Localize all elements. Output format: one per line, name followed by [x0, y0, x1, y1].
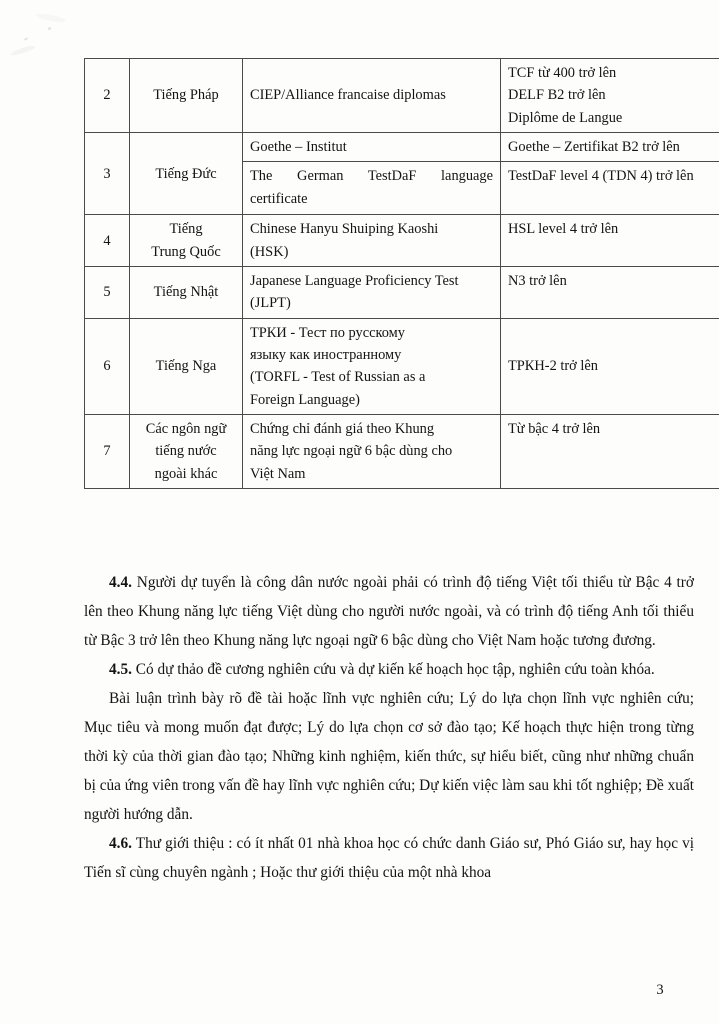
cell-row-number: 5 — [85, 267, 130, 319]
certificate-line: certificate — [250, 191, 308, 208]
certificate-line: (JLPT) — [250, 295, 291, 312]
certificate-line: языку как иностранному — [250, 347, 402, 364]
cell-certificate: CIEP/Alliance francaise diplomas — [243, 59, 501, 133]
table-row — [85, 415, 719, 489]
cell-requirement: N3 trở lên — [501, 267, 719, 319]
paragraph-number: 4.4. — [109, 574, 132, 591]
table-row — [85, 318, 719, 414]
language-line: tiếng nước — [155, 443, 217, 460]
cell-row-number: 6 — [85, 318, 130, 414]
certificate-line: Việt Nam — [250, 465, 306, 482]
paragraph-4-4 — [84, 568, 694, 655]
table-row — [85, 59, 719, 133]
cell-row-number: 2 — [85, 59, 130, 133]
cell-language — [130, 415, 243, 489]
paragraph-number: 4.5. — [109, 661, 132, 678]
scan-artifact — [48, 27, 51, 30]
table-row — [85, 215, 719, 267]
cell-requirement: TestDaF level 4 (TDN 4) trở lên — [501, 162, 719, 215]
cell-certificate — [243, 162, 501, 215]
certificate-line: (HSK) — [250, 243, 289, 260]
paragraph-body: Thư giới thiệu : có ít nhất 01 nhà khoa học có chức danh Giáo sư, Phó Giáo sư, hay học vị Tiến sĩ cùng chuyên ngành ; Hoặc thư giới thiệu của một nhà khoa — [84, 835, 694, 881]
scan-artifact — [36, 12, 67, 24]
cell-language: Tiếng Pháp — [130, 59, 243, 133]
cell-requirement: HSL level 4 trở lên — [501, 215, 719, 267]
requirement-line: TCF từ 400 trở lên — [508, 65, 617, 81]
cell-language: Tiếng Nga — [130, 318, 243, 414]
certificate-line: ТРКИ - Тест по русскому — [250, 324, 405, 341]
certificate-line: năng lực ngoại ngữ 6 bậc dùng cho — [250, 443, 453, 460]
language-line: ngoài khác — [154, 465, 218, 482]
certificate-line: Foreign Language) — [250, 391, 360, 408]
paragraph-body: Có dự thảo đề cương nghiên cứu và dự kiến kế hoạch học tập, nghiên cứu toàn khóa. — [131, 661, 655, 678]
certificate-line: Chinese Hanyu Shuiping Kaoshi — [250, 221, 439, 238]
paragraph-body: Bài luận trình bày rõ đề tài hoặc lĩnh vực nghiên cứu; Lý do lựa chọn lĩnh vực nghiên cứu; Mục tiêu và mong muốn đạt được; Lý do lựa chọn cơ sở đào tạo; Kế hoạch thực hiện trong từng thời kỳ của thời gian đào tạo; Những kinh nghiệm, kiến thức, sự hiểu biết, cũng như những chuẩn bị của ứng viên trong vấn đề hay lĩnh vực nghiên cứu; Dự kiến việc làm sau khi tốt nghiệp; Đề xuất người hướng dẫn. — [84, 690, 694, 823]
cell-requirement: Từ bậc 4 trở lên — [501, 415, 719, 489]
language-line: Tiếng — [169, 221, 203, 238]
cell-requirement — [501, 59, 719, 133]
requirement-line: DELF B2 trở lên — [508, 87, 606, 104]
cell-certificate — [243, 415, 501, 489]
page-number: 3 — [656, 982, 664, 998]
requirement-line: Diplôme de Langue — [508, 109, 623, 126]
cell-certificate — [243, 215, 501, 267]
cell-row-number: 7 — [85, 415, 130, 489]
certificate-line: (TORFL - Test of Russian as a — [250, 369, 426, 386]
cell-requirement: ТРКН-2 trở lên — [501, 318, 719, 414]
table-row — [85, 267, 719, 319]
cell-requirement: Goethe – Zertifikat B2 trở lên — [501, 132, 719, 161]
paragraph-4-6 — [84, 829, 694, 887]
cell-language — [130, 215, 243, 267]
paragraph-bai-luan — [84, 684, 694, 829]
language-line: Các ngôn ngữ — [145, 421, 227, 438]
cell-certificate — [243, 318, 501, 414]
scan-artifact — [10, 44, 36, 57]
scan-artifact — [24, 37, 28, 41]
cell-language: Tiếng Nhật — [130, 267, 243, 319]
paragraph-4-5 — [84, 655, 694, 684]
certificate-line: Chứng chỉ đánh giá theo Khung — [250, 421, 435, 438]
cell-row-number: 4 — [85, 215, 130, 267]
cell-row-number: 3 — [85, 132, 130, 214]
language-certificate-table — [84, 58, 719, 489]
cell-certificate — [243, 267, 501, 319]
table-row — [85, 132, 719, 161]
cell-certificate: Goethe – Institut — [243, 132, 501, 161]
cell-language: Tiếng Đức — [130, 132, 243, 214]
certificate-line: Japanese Language Proficiency Test — [250, 273, 459, 290]
paragraph-body: Người dự tuyển là công dân nước ngoài phải có trình độ tiếng Việt tối thiểu từ Bậc 4 trở lên theo Khung năng lực tiếng Việt dùng cho người nước ngoài, và có trình độ tiếng Anh tối thiểu từ Bậc 3 trở lên theo Khung năng lực ngoại ngữ 6 bậc dùng cho Việt Nam hoặc tương đương. — [84, 574, 694, 649]
language-line: Trung Quốc — [151, 243, 221, 260]
body-text — [84, 568, 694, 887]
paragraph-number: 4.6. — [109, 835, 132, 852]
certificate-line: The German TestDaF language — [250, 168, 493, 185]
